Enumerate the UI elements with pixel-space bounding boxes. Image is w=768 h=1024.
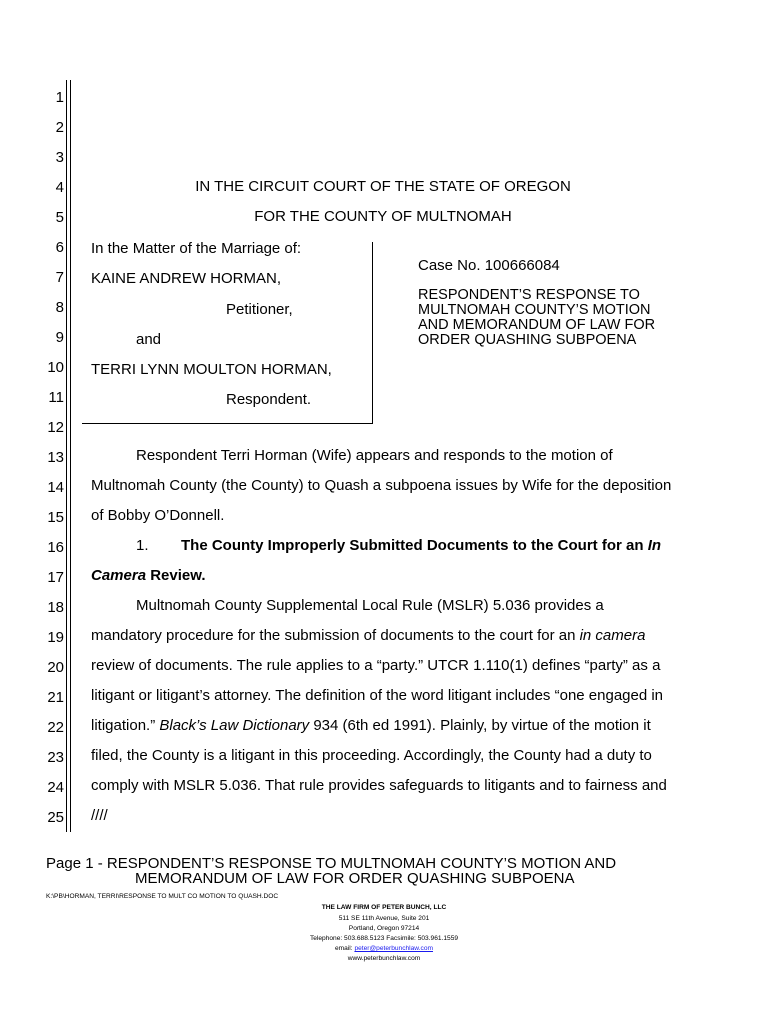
line-number: 3	[55, 149, 64, 166]
caption-matter: In the Matter of the Marriage of:	[91, 240, 302, 257]
court-heading-line2: FOR THE COUNTY OF MULTNOMAH	[254, 208, 512, 225]
body-text: 934 (6th ed 1991). Plainly, by virtue of the motion it	[309, 717, 651, 734]
line-number: 5	[55, 209, 64, 226]
case-number: Case No. 100666084	[418, 257, 560, 274]
line-number: 8	[55, 299, 64, 316]
file-path: K:\PB\HORMAN, TERRI\RESPONSE TO MULT CO MOTION TO QUASH.DOC	[46, 893, 279, 900]
document-title-line: ORDER QUASHING SUBPOENA	[418, 332, 637, 348]
section-heading	[181, 537, 661, 555]
body-text: litigation.”	[91, 717, 160, 734]
section-number: 1.	[136, 537, 149, 554]
line-number: 13	[47, 449, 64, 466]
margin-rule-left	[66, 80, 67, 832]
court-heading-line1: IN THE CIRCUIT COURT OF THE STATE OF OREGON	[195, 178, 571, 195]
line-number: 4	[55, 179, 64, 196]
email-label: email:	[335, 945, 355, 952]
line-number: 23	[47, 749, 64, 766]
body-text: mandatory procedure for the submission of documents to the court for an	[91, 627, 580, 644]
firm-phones: Telephone: 503.688.5123 Facsimile: 503.961.1559	[309, 935, 459, 942]
body-line-22	[91, 717, 651, 735]
body-line-23: filed, the County is a litigant in this proceeding. Accordingly, the County had a duty to	[91, 747, 652, 764]
body-line-20: review of documents. The rule applies to a “party.” UTCR 1.110(1) defines “party” as a	[91, 657, 661, 674]
document-title-line: AND MEMORANDUM OF LAW FOR	[418, 317, 656, 333]
petitioner-role: Petitioner,	[226, 301, 293, 318]
line-number: 9	[55, 329, 64, 346]
body-line-24: comply with MSLR 5.036. That rule provides safeguards to litigants and to fairness and	[91, 777, 667, 794]
body-italic: Black’s Law Dictionary	[159, 717, 310, 734]
body-line-21: litigant or litigant’s attorney. The definition of the word litigant includes “one engaged in	[91, 687, 664, 704]
line-number: 21	[47, 689, 64, 706]
line-number: 25	[47, 809, 64, 826]
section-heading-text: Review.	[146, 567, 206, 584]
line-number: 18	[47, 599, 64, 616]
body-line-15: of Bobby O’Donnell.	[91, 507, 225, 524]
email-link[interactable]: peter@peterbunchlaw.com	[354, 945, 433, 952]
line-number: 22	[47, 719, 64, 736]
line-number: 2	[55, 119, 64, 136]
firm-website: www.peterbunchlaw.com	[347, 955, 421, 962]
section-heading-text: The County Improperly Submitted Documents to the Court for an	[181, 537, 644, 554]
body-line-13: Respondent Terri Horman (Wife) appears and responds to the motion of	[136, 447, 613, 464]
respondent-name: TERRI LYNN MOULTON HORMAN,	[91, 361, 332, 378]
body-line-25: ////	[91, 807, 108, 824]
line-number: 11	[48, 389, 64, 406]
respondent-role: Respondent.	[226, 391, 312, 408]
line-number: 15	[47, 509, 64, 526]
section-heading-italic: Camera	[91, 567, 147, 584]
caption-and: and	[136, 331, 162, 348]
document-title-line: MULTNOMAH COUNTY’S MOTION	[418, 302, 651, 318]
body-line-19	[91, 627, 645, 645]
line-number: 20	[47, 659, 64, 676]
line-number: 19	[47, 629, 64, 646]
firm-email-line	[0, 944, 768, 954]
line-number: 7	[55, 269, 64, 286]
caption-bottom-rule	[82, 423, 373, 424]
body-line-14: Multnomah County (the County) to Quash a subpoena issues by Wife for the deposition	[91, 477, 672, 494]
line-number: 12	[47, 419, 64, 436]
line-number: 6	[55, 239, 64, 256]
caption-divider	[372, 242, 373, 424]
body-italic: in camera	[579, 627, 646, 644]
firm-name: THE LAW FIRM OF PETER BUNCH, LLC	[321, 904, 447, 911]
page-footer-line1: Page 1 - RESPONDENT’S RESPONSE TO MULTNOMAH COUNTY’S MOTION AND	[46, 855, 617, 872]
section-heading-continued	[91, 567, 206, 585]
line-number: 17	[47, 569, 64, 586]
line-number: 10	[47, 359, 64, 376]
line-number: 16	[47, 539, 64, 556]
section-heading-italic: In	[647, 537, 662, 554]
body-line-18: Multnomah County Supplemental Local Rule (MSLR) 5.036 provides a	[136, 597, 604, 614]
line-number: 1	[55, 89, 64, 106]
petitioner-name: KAINE ANDREW HORMAN,	[91, 270, 282, 287]
line-number: 14	[47, 479, 64, 496]
page-footer-line2: MEMORANDUM OF LAW FOR ORDER QUASHING SUBPOENA	[135, 870, 575, 887]
document-title-line: RESPONDENT’S RESPONSE TO	[418, 287, 640, 303]
firm-address-2: Portland, Oregon 97214	[348, 925, 420, 932]
firm-address-1: 511 SE 11th Avenue, Suite 201	[338, 915, 430, 922]
line-number: 24	[47, 779, 64, 796]
